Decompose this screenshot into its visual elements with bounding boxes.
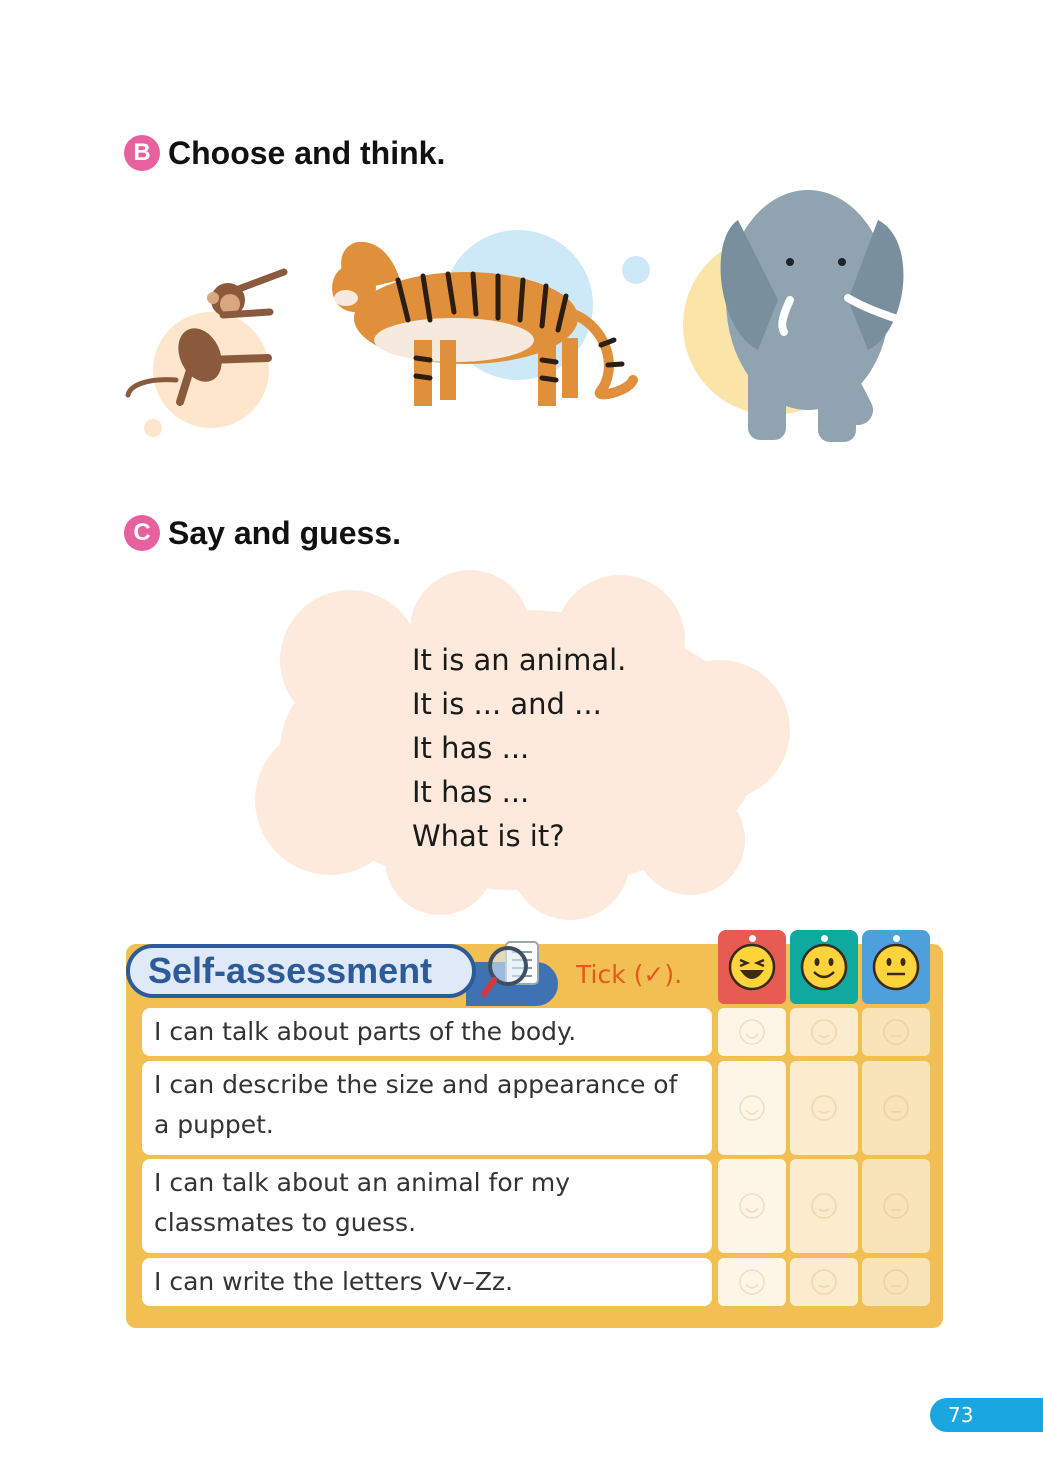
clue-line: It has ... [412, 731, 530, 765]
tick-cell-very-happy[interactable] [718, 1061, 786, 1155]
magnifier-checklist-icon [482, 938, 552, 1004]
faded-neutral-face-icon [882, 1268, 910, 1296]
faded-laughing-face-icon [738, 1268, 766, 1296]
faded-smiling-face-icon [810, 1268, 838, 1296]
neutral-column-header [862, 930, 930, 1004]
faded-laughing-face-icon [738, 1018, 766, 1046]
statement-row: I can write the letters Vv–Zz. [142, 1258, 712, 1306]
clue-line: What is it? [412, 819, 565, 853]
faded-laughing-face-icon [738, 1094, 766, 1122]
neutral-face-icon [871, 942, 921, 992]
statement-row: I can talk about parts of the body. [142, 1008, 712, 1056]
clue-line: It is an animal. [412, 643, 627, 677]
section-title: Say and guess. [168, 514, 401, 551]
faded-smiling-face-icon [810, 1094, 838, 1122]
section-badge: C [124, 515, 160, 551]
smiling-face-icon [799, 942, 849, 992]
very-happy-column-header [718, 930, 786, 1004]
clue-line: It is ... and ... [412, 687, 602, 721]
tick-instruction: Tick (✓). [576, 960, 683, 989]
tick-cell-very-happy[interactable] [718, 1258, 786, 1306]
tick-cell-happy[interactable] [790, 1159, 858, 1253]
faded-smiling-face-icon [810, 1192, 838, 1220]
tick-cell-neutral[interactable] [862, 1159, 930, 1253]
clue-list [412, 638, 626, 858]
tick-cell-happy[interactable] [790, 1258, 858, 1306]
faded-neutral-face-icon [882, 1094, 910, 1122]
section-b-heading [124, 133, 445, 173]
tick-cell-neutral[interactable] [862, 1008, 930, 1056]
tiger-illustration [332, 230, 650, 406]
clue-line: It has ... [412, 775, 530, 809]
happy-column-header [790, 930, 858, 1004]
tick-cell-very-happy[interactable] [718, 1159, 786, 1253]
faded-smiling-face-icon [810, 1018, 838, 1046]
faded-neutral-face-icon [882, 1192, 910, 1220]
monkey-illustration [128, 272, 284, 437]
tick-cell-neutral[interactable] [862, 1061, 930, 1155]
self-assessment-title: Self-assessment [126, 944, 476, 998]
section-title: Choose and think. [168, 134, 446, 171]
faded-laughing-face-icon [738, 1192, 766, 1220]
elephant-illustration [683, 190, 928, 442]
laughing-face-icon [727, 942, 777, 992]
self-assessment-header [126, 944, 558, 1006]
tick-cell-very-happy[interactable] [718, 1008, 786, 1056]
tick-cell-happy[interactable] [790, 1008, 858, 1056]
section-badge: B [124, 135, 160, 171]
faded-neutral-face-icon [882, 1018, 910, 1046]
statement-row: I can describe the size and appearance of a puppet. [142, 1061, 712, 1155]
tick-cell-happy[interactable] [790, 1061, 858, 1155]
section-c-heading [124, 513, 401, 553]
tick-cell-neutral[interactable] [862, 1258, 930, 1306]
statement-row: I can talk about an animal for my classmates to guess. [142, 1159, 712, 1253]
page-number: 73 [930, 1398, 1043, 1432]
animal-illustrations [118, 180, 948, 460]
